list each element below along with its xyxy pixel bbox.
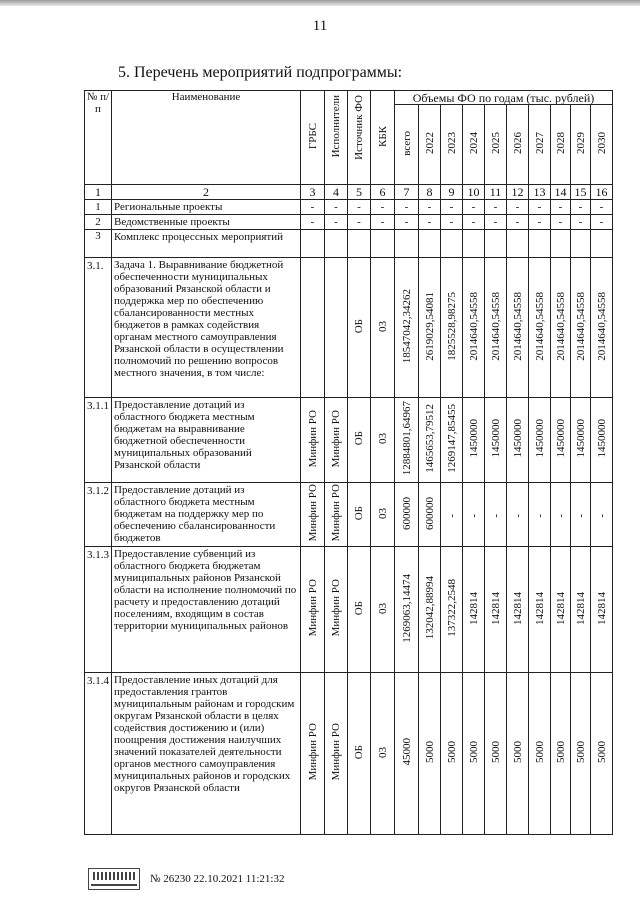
value-cell: 1269147,85455: [441, 398, 463, 483]
value-cell: 5000: [551, 673, 571, 835]
value-cell: -: [551, 483, 571, 547]
value-cell: 5000: [591, 673, 613, 835]
value-cell: 5000: [507, 673, 529, 835]
executor-cell: Минфин РО: [325, 398, 348, 483]
value-cell: -: [485, 483, 507, 547]
executor-cell: [325, 258, 348, 398]
executor-cell: Минфин РО: [325, 483, 348, 547]
row-num: 3.1.4: [85, 673, 112, 835]
column-number: 3: [301, 185, 325, 200]
value-cell: 142814: [507, 547, 529, 673]
value-cell: 1450000: [463, 398, 485, 483]
executor-cell: Минфин РО: [325, 673, 348, 835]
value-cell: 45000: [395, 673, 419, 835]
table-row: [85, 483, 613, 547]
row-num: 1: [85, 200, 112, 215]
value-cell: 5000: [571, 673, 591, 835]
value-cell: 1450000: [485, 398, 507, 483]
kbk-cell: 03: [371, 398, 395, 483]
column-number: 13: [529, 185, 551, 200]
header-grbs: ГРБС: [301, 91, 325, 185]
row-num: 3: [85, 230, 112, 258]
source-cell: ОБ: [348, 673, 371, 835]
column-number: 11: [485, 185, 507, 200]
header-total: всего: [395, 105, 419, 185]
row-name: Предоставление иных дотаций для предоставления грантов муниципальным районам и городским округам Рязанской области в целях содействия достижению и (или) поощрения достижения наилучших значений показателей деятельности органов местного самоуправления муниципальных районов и городских округов Рязанской области: [112, 673, 301, 835]
header-year: 2023: [441, 105, 463, 185]
page-number: 11: [312, 18, 328, 34]
header-year: 2025: [485, 105, 507, 185]
value-cell: -: [529, 483, 551, 547]
value-cell: 2014640,54558: [485, 258, 507, 398]
row-num: 3.1.2: [85, 483, 112, 547]
measures-table: [84, 90, 613, 835]
value-cell: 1825528,98275: [441, 258, 463, 398]
value-cell: 132042,88994: [419, 547, 441, 673]
row-name: Комплекс процессных мероприятий: [112, 230, 301, 258]
column-numbers-row: [85, 185, 613, 200]
value-cell: 2014640,54558: [551, 258, 571, 398]
executor-cell: Минфин РО: [325, 547, 348, 673]
grbs-cell: Минфин РО: [301, 547, 325, 673]
row-name: Региональные проекты: [112, 200, 301, 215]
column-number: 8: [419, 185, 441, 200]
value-cell: 12884801,64967: [395, 398, 419, 483]
value-cell: 18547042,34262: [395, 258, 419, 398]
value-cell: -: [441, 483, 463, 547]
grbs-cell: [301, 258, 325, 398]
value-cell: 142814: [591, 547, 613, 673]
column-number: 14: [551, 185, 571, 200]
value-cell: 142814: [463, 547, 485, 673]
column-number: 5: [348, 185, 371, 200]
table-row: [85, 230, 613, 258]
header-name: Наименование: [112, 91, 301, 185]
header-year: 2028: [551, 105, 571, 185]
header-executors: Исполнители: [325, 91, 348, 185]
header-kbk: КБК: [371, 91, 395, 185]
column-number: 4: [325, 185, 348, 200]
column-number: 10: [463, 185, 485, 200]
doc-number: № 26230 22.10.2021 11:21:32: [150, 873, 285, 885]
stamp-icon: [88, 868, 140, 890]
row-num: 3.1.: [85, 258, 112, 398]
row-name: Предоставление субвенций из областного бюджета бюджетам муниципальных районов Рязанской области на исполнение полномочий по расчету и предоставлению дотаций поселениям, входящим в состав территории муниципальных районов: [112, 547, 301, 673]
header-year: 2026: [507, 105, 529, 185]
value-cell: 600000: [395, 483, 419, 547]
column-number: 7: [395, 185, 419, 200]
value-cell: 5000: [419, 673, 441, 835]
row-name: Предоставление дотаций из областного бюджета местным бюджетам на поддержку мер по обеспечению сбалансированности бюджетов: [112, 483, 301, 547]
kbk-cell: 03: [371, 547, 395, 673]
value-cell: 1450000: [551, 398, 571, 483]
value-cell: -: [463, 483, 485, 547]
value-cell: -: [571, 483, 591, 547]
column-number: 12: [507, 185, 529, 200]
column-number: 2: [112, 185, 301, 200]
value-cell: 2014640,54558: [571, 258, 591, 398]
value-cell: 142814: [485, 547, 507, 673]
value-cell: 1269063,14474: [395, 547, 419, 673]
source-cell: ОБ: [348, 547, 371, 673]
table-row: [85, 398, 613, 483]
row-num: 3.1.3: [85, 547, 112, 673]
header-source: Источник ФО: [348, 91, 371, 185]
column-number: 1: [85, 185, 112, 200]
value-cell: 1465653,79512: [419, 398, 441, 483]
value-cell: 142814: [571, 547, 591, 673]
header-volumes: Объемы ФО по годам (тыс. рублей): [395, 91, 613, 105]
table-row: 2 Ведомственные проекты - - - - - - - - - - - - - -: [85, 215, 613, 230]
kbk-cell: 03: [371, 673, 395, 835]
value-cell: -: [507, 483, 529, 547]
value-cell: 600000: [419, 483, 441, 547]
footer: [88, 868, 284, 890]
value-cell: 5000: [485, 673, 507, 835]
grbs-cell: Минфин РО: [301, 483, 325, 547]
value-cell: 2014640,54558: [507, 258, 529, 398]
header-year: 2027: [529, 105, 551, 185]
value-cell: 2619029,54081: [419, 258, 441, 398]
section-title: 5. Перечень мероприятий подпрограммы:: [118, 64, 403, 81]
row-name: Задача 1. Выравнивание бюджетной обеспеченности муниципальных образований Рязанской области и поддержка мер по обеспечению сбалансированности местных бюджетов в рамках содействия органам местного самоуправления Рязанской области в осуществлении полномочий по решению вопросов местного значения, в том числе:: [112, 258, 301, 398]
header-year: 2022: [419, 105, 441, 185]
value-cell: 1450000: [591, 398, 613, 483]
value-cell: 1450000: [571, 398, 591, 483]
kbk-cell: 03: [371, 483, 395, 547]
header-year: 2029: [571, 105, 591, 185]
source-cell: ОБ: [348, 483, 371, 547]
value-cell: 5000: [441, 673, 463, 835]
header-year: 2024: [463, 105, 485, 185]
value-cell: 2014640,54558: [529, 258, 551, 398]
table-row: [85, 547, 613, 673]
grbs-cell: Минфин РО: [301, 673, 325, 835]
table-row: [85, 258, 613, 398]
scan-edge: [0, 0, 640, 6]
value-cell: 2014640,54558: [463, 258, 485, 398]
row-name: Предоставление дотаций из областного бюджета местным бюджетам на выравнивание бюджетной обеспеченности муниципальных образований Рязанской области: [112, 398, 301, 483]
value-cell: 1450000: [507, 398, 529, 483]
value-cell: 137322,2548: [441, 547, 463, 673]
column-number: 6: [371, 185, 395, 200]
grbs-cell: Минфин РО: [301, 398, 325, 483]
row-num: 2: [85, 215, 112, 230]
column-number: 15: [571, 185, 591, 200]
value-cell: 1450000: [529, 398, 551, 483]
value-cell: 2014640,54558: [591, 258, 613, 398]
value-cell: 5000: [463, 673, 485, 835]
table-row: [85, 673, 613, 835]
source-cell: ОБ: [348, 398, 371, 483]
source-cell: ОБ: [348, 258, 371, 398]
column-number: 9: [441, 185, 463, 200]
table-row: 1 Региональные проекты - - - - - - - - - - - - - -: [85, 200, 613, 215]
value-cell: 5000: [529, 673, 551, 835]
value-cell: 142814: [551, 547, 571, 673]
row-name: Ведомственные проекты: [112, 215, 301, 230]
value-cell: -: [591, 483, 613, 547]
header-year: 2030: [591, 105, 613, 185]
kbk-cell: 03: [371, 258, 395, 398]
value-cell: 142814: [529, 547, 551, 673]
column-number: 16: [591, 185, 613, 200]
header-num: № п/п: [85, 91, 112, 185]
row-num: 3.1.1: [85, 398, 112, 483]
